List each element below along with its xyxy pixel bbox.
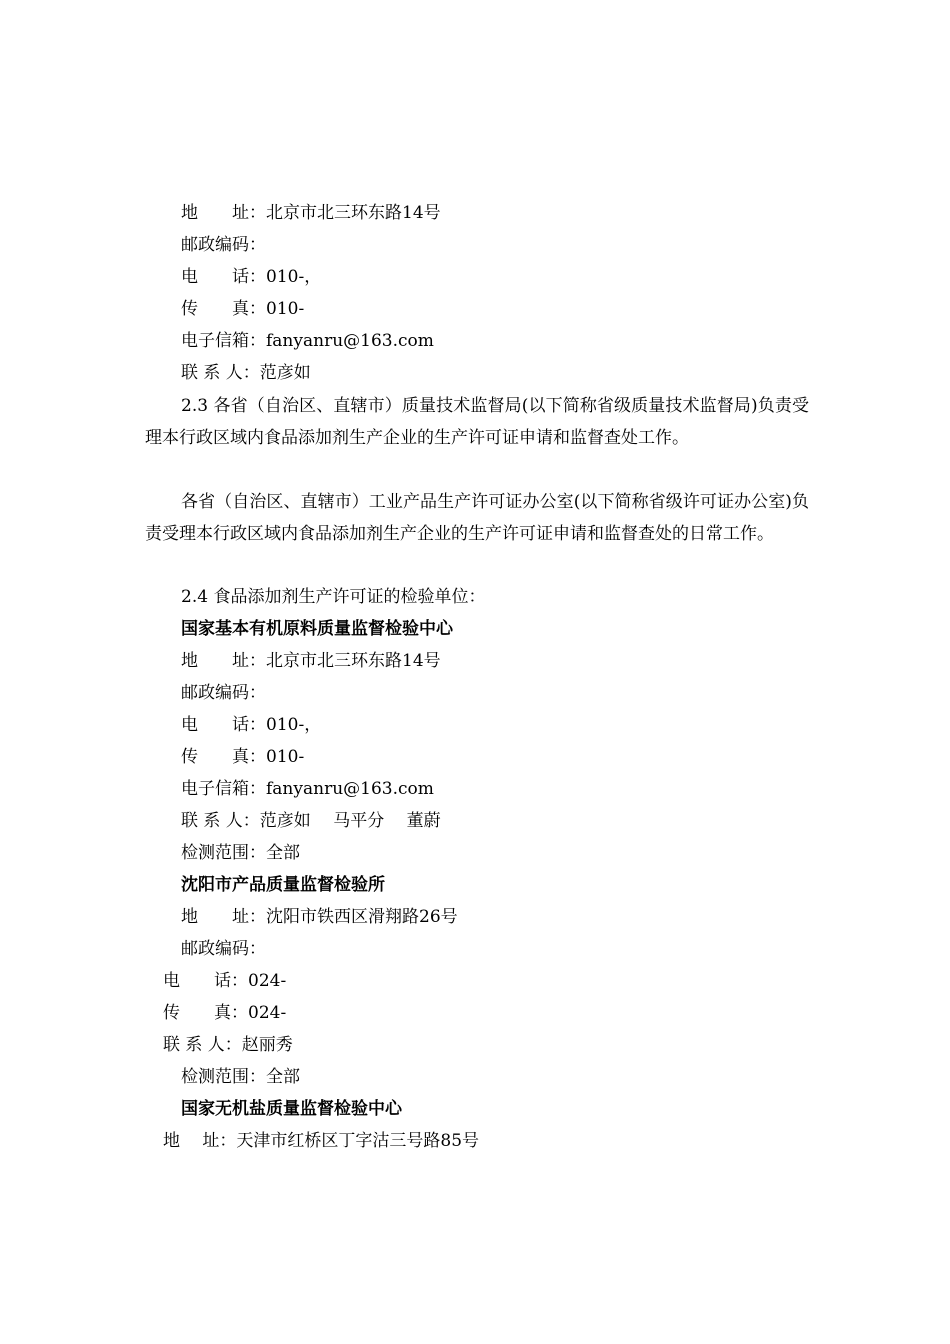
postcode-line: 邮政编码： bbox=[181, 939, 266, 959]
contact-line: 联 系 人：范彦如 bbox=[181, 363, 311, 383]
contact-line: 联 系 人：赵丽秀 bbox=[163, 1035, 293, 1055]
paragraph-license-office: 各省（自治区、直辖市）工业产品生产许可证办公室(以下简称省级许可证办公室)负责受理本行政区域内食品添加剂生产企业的生产许可证申请和监督查处的日常工作。 bbox=[145, 492, 809, 544]
postcode-line: 邮政编码： bbox=[181, 235, 266, 255]
phone-line: 电 话：010-， bbox=[181, 715, 322, 735]
center-name-3: 国家无机盐质量监督检验中心 bbox=[181, 1099, 402, 1119]
center-name-1: 国家基本有机原料质量监督检验中心 bbox=[181, 619, 453, 639]
address-line: 地 址：沈阳市铁西区滑翔路26号 bbox=[181, 907, 458, 927]
postcode-line: 邮政编码： bbox=[181, 683, 266, 703]
scope-line: 检测范围：全部 bbox=[181, 1067, 300, 1087]
email-line: 电子信箱：fanyanru@163.com bbox=[181, 779, 434, 799]
section-heading-2-4: 2.4 食品添加剂生产许可证的检验单位： bbox=[181, 587, 486, 607]
email-line: 电子信箱：fanyanru@163.com bbox=[181, 331, 434, 351]
address-line: 地 址：天津市红桥区丁字沽三号路85号 bbox=[163, 1131, 480, 1151]
contact-line: 联 系 人：范彦如 马平分 董蔚 bbox=[181, 811, 441, 831]
address-line: 地 址：北京市北三环东路14号 bbox=[181, 651, 441, 671]
fax-line: 传 真：010- bbox=[181, 747, 305, 767]
phone-line: 电 话：010-， bbox=[181, 267, 322, 287]
scope-line: 检测范围：全部 bbox=[181, 843, 300, 863]
paragraph-2-3: 2.3 各省（自治区、直辖市）质量技术监督局(以下简称省级质量技术监督局)负责受理本行政区域内食品添加剂生产企业的生产许可证申请和监督查处工作。 bbox=[145, 396, 809, 448]
address-line: 地 址：北京市北三环东路14号 bbox=[181, 203, 441, 223]
phone-line: 电 话：024- bbox=[163, 971, 287, 991]
fax-line: 传 真：024- bbox=[163, 1003, 287, 1023]
center-name-2: 沈阳市产品质量监督检验所 bbox=[181, 875, 385, 895]
fax-line: 传 真：010- bbox=[181, 299, 305, 319]
